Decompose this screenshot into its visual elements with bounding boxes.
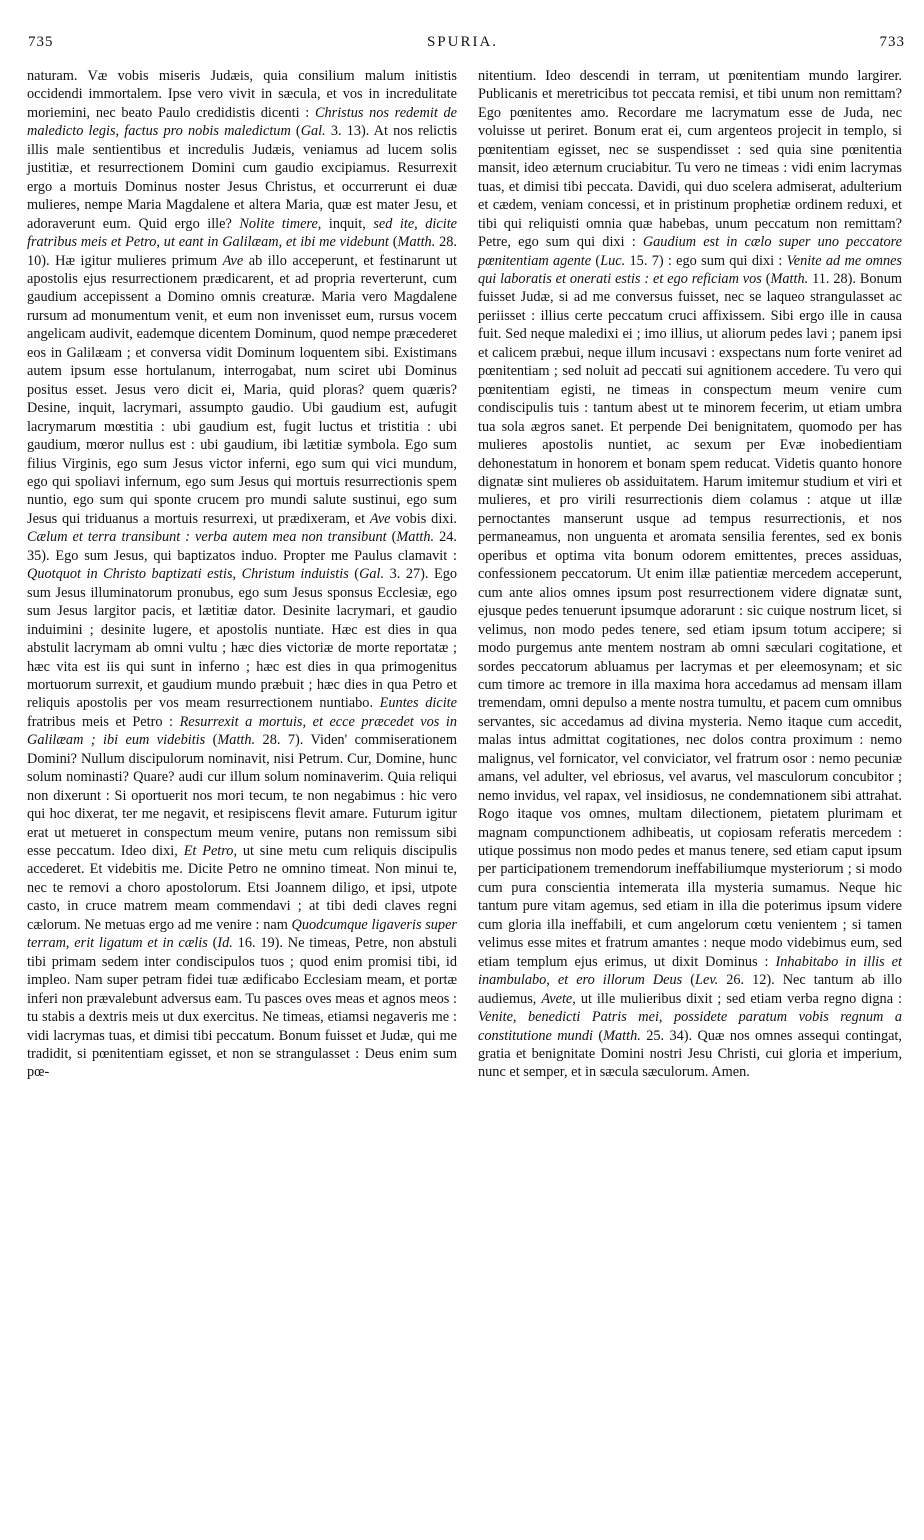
- italic-citation-run: Luc.: [600, 252, 626, 269]
- italic-citation-run: Matth.: [396, 529, 435, 546]
- italic-citation-run: Christus nos redemit de maledicto legis, factus pro nobis maledictum: [27, 104, 457, 140]
- text-run: (: [388, 234, 398, 251]
- text-run: 25. 34). Quæ nos omnes assequi contingat, gratia et benignitate Domini nostri Jesu Christi, cui gloria et imperium, nunc et semper, et in sæcula sæculorum. Amen.: [478, 1027, 902, 1081]
- text-run: naturam. Væ vobis miseris Judæis, quia consilium malum initistis occidendi immortalem. Ipse vero vivit in sæcula, et vos in incredulitate moriemini, nec beato Paulo credidistis dicenti :: [27, 68, 457, 121]
- italic-citation-run: Avete: [541, 990, 573, 1007]
- text-column-right: [478, 67, 902, 1082]
- page-number-left: 735: [28, 34, 54, 50]
- italic-citation-run: Venite ad me omnes qui laboratis et onerati estis : et ego reficiam vos: [478, 252, 902, 287]
- text-run: (: [348, 566, 360, 583]
- text-run: (: [682, 972, 696, 989]
- text-run: ab illo acceperunt, et festinarunt ut apostolis ejus resurrectionem prædicarent, et ad propria reverterunt, cum gaudium accepissent a Domino omnis creaturæ. Maria vero Magdalene rursum ad monumentum venit, et eum non invenisset eum, rursus vocem angelicam audivit, eademque dicentem Dominum, quod nempe præcederet eos in Galilæam ; et conversa vidit Dominum loquentem sibi. Existimans autem ipsum esse hortulanum, interrogabat, num sciret ubi Dominus positus esset. Jesus vero dicit ei, Maria, quid ploras? quem quæris? Desine, inquit, lacrymari, assumpto gaudio. Ubi gaudium est, aufugit lacrymarum mœstitia : ubi gaudium est, fugit luctus et tristitia : ubi gaudium, mœror nullus est : ubi gaudium, ibi lætitiæ symbola. Ego sum filius Virginis, ego sum Jesus victor inferni, ego sum qui vici mundum, ego qui spoliavi infernum, ego sum Jesus qui mortuis resurrectionis spem nuntio, ego sum qui sponte crucem pro mundi salute sustinui, ego sum Jesus qui triduanus a mortuis resurrexi, ut prædixeram, et: [27, 252, 457, 527]
- text-run: inquit,: [321, 215, 374, 232]
- italic-citation-run: Cælum et terra transibunt : verba autem mea non transibunt: [27, 529, 387, 546]
- text-run: (: [592, 1027, 604, 1044]
- text-run: 15. 7) : ego sum qui dixi :: [625, 252, 787, 269]
- italic-citation-run: Quotquot in Christo baptizati estis, Christum induistis: [27, 566, 349, 583]
- italic-citation-run: Inhabitabo in illis et inambulabo, et ero illorum Deus: [478, 953, 902, 989]
- column-left-paragraph: [27, 67, 457, 1082]
- column-right-paragraph: [478, 67, 902, 1082]
- italic-citation-run: Matth.: [217, 732, 256, 749]
- italic-citation-run: Id.: [217, 935, 233, 952]
- text-run: vobis dixi.: [390, 510, 457, 527]
- italic-citation-run: Et Petro: [183, 843, 234, 860]
- italic-citation-run: Ave: [369, 510, 391, 527]
- running-title: SPURIA.: [426, 34, 499, 50]
- italic-citation-run: Gal.: [300, 123, 326, 140]
- text-run: 28. 7). Viden' commiserationem Domini? Nullum discipulorum nominavit, nisi Petrum. Cur, Domine, hunc solum nominasti? Quare? audi cur illum solum nominaverim. Quia reliqui non dixerunt : Si oportuerit nos mori tecum, te non negabimus : hic vero qui hoc dixerat, ter me negavit, et resipiscens flevit amare. Futurum igitur erat ut metueret in conspectum meum venire, putans non remissum sibi esse peccatum. Ideo dixi,: [27, 732, 457, 860]
- text-run: 24. 35). Ego sum Jesus, qui baptizatos induo. Propter me Paulus clamavit :: [27, 529, 458, 564]
- text-run: (: [290, 123, 301, 140]
- italic-citation-run: Quodcumque ligaveris super terram, erit ligatum et in cælis: [27, 916, 457, 952]
- text-run: , ut sine metu cum reliquis discipulis accederet. Et videbitis me. Dicite Petro ne omnino timeat. Non minui te, nec te removi a choro apostolorum. Etsi Joannem diligo, et ipsi, utpote casto, in cruce matrem meam commendavi ; at tibi dedi claves regni cælorum. Ne metuas ergo ad me venire : nam: [27, 843, 458, 933]
- text-run: fratribus meis et Petro :: [27, 713, 180, 730]
- text-run: 3. 27). Ego sum Jesus illuminatorum pronubus, ego sum Jesus sponsus Ecclesiæ, ego sum Jesus largitor pacis, et lætitiæ dator. Desinite lacrymari, et gaudio induimini ; desinite lugere, et apostolis nuntiate. Hæc est dies in qua abstulit lacrymam ab omni vultu ; hæc dies victoriæ de morte reportatæ ; hæc vita est iis qui sunt in inferno ; hæc est dies in qua primogenitus mortuorum surrexit, et gaudium mundo præbuit ; hæc dies in qua Petro et reliquis apostolis per vos meam resurrectionem nuntiabo.: [27, 566, 457, 712]
- italic-citation-run: Euntes dicite: [379, 695, 457, 712]
- italic-citation-run: Ave: [222, 252, 244, 269]
- italic-citation-run: Matth.: [603, 1027, 641, 1044]
- italic-citation-run: Resurrexit a mortuis, et ecce præcedet vos in Galilæam ; ibi eum videbitis: [27, 713, 457, 749]
- text-run: (: [591, 252, 601, 269]
- text-run: 16. 19). Ne timeas, Petre, non abstuli tibi primam sedem inter condiscipulos tuos ; quod enim promisi tibi, id impleo. Nam super petram fidei tuæ ædificabo Ecclesiam meam, et portæ inferi non prævalebunt adversus eam. Tu pasces oves meas et agnos meos : tu stabis a dextris meis ut dux exercitus. Ne timeas, etiamsi negaveris me : vidi lacrymas tuas, et dimisi tibi peccatum. Bonum fuisset et Judæ, qui me tradidit, si pœnitentiam egisset, et non se strangulasset : Deus enim sum pœ-: [27, 935, 458, 1081]
- italic-citation-run: Lev.: [695, 972, 719, 989]
- running-header: [20, 34, 905, 60]
- text-run: 3. 13). At nos relictis illis male sentientibus et incredulis Judæis, veniamus ad lucem solis justitiæ, et resurrectionem Domini cum gaudio excipiamus. Resurrexit ergo a mortuis Dominus noster Jesus Christus, et occurrerunt ei duæ mulieres, nempe Maria Magdalene et altera Maria, quæ est mater Jesu, et adoraverunt eum. Quid ergo ille?: [27, 123, 458, 232]
- italic-citation-run: sed ite, dicite fratribus meis et Petro, ut eant in Galilæam, et ibi me videbunt: [27, 215, 458, 251]
- text-run: (: [205, 732, 218, 749]
- text-run: , ut ille mulieribus dixit ; sed etiam verba regno digna :: [572, 990, 902, 1007]
- italic-citation-run: Matth.: [397, 234, 436, 251]
- italic-citation-run: Gaudium est in cælo super uno peccatore pœnitentiam agente: [478, 234, 903, 269]
- text-run: 28. 10). Hæ igitur mulieres primum: [27, 234, 458, 269]
- text-column-left: [27, 67, 457, 1082]
- text-run: nitentium. Ideo descendi in terram, ut pœnitentiam mundo largirer. Publicanis et meretricibus tot peccata remisi, et tibi unum non remittam? Ego pœnitentes amo. Recordare me lacrymatum esse de Juda, nec voluisse ut periret. Bonum erat ei, cum argenteos projecit in templo, si pœnitentiam egisset, nec se suspendisset : sed quia sine pœnitentia mansit, ideo æternum cruciabitur. Tu vero ne timeas : vidi enim lacrymas tuas, et dimisi tibi peccata. Davidi, qui duo scelera admiserat, adulterium et cædem, veniam concessi, et in pristinum prophetiæ ordinem reduxi, et tibi qui reliquisti omnia quæ habebas, unum peccatum non remittam? Petre, ego sum qui dixi :: [478, 68, 902, 251]
- text-run: 11. 28). Bonum fuisset Judæ, si ad me conversus fuisset, nec se laqueo strangulasset ac periisset : illius certe peccatum cruci affixissem. Sibi ergo ille in causa fuit. Sed neque maledixi ei ; imo illius, ut aliorum pedes lavi ; panem ipsi et calicem præbui, neque illum incusavi : exspectans num forte veniret ad pœnitentiam ; sed noluit ad peccati sui agnitionem accedere. Tu vero qui pœnitentiam egisti, ne timeas in conspectum meum venire cum condiscipulis tuis : tantum abest ut te minorem fecerim, ut etiam umbra tua sola ægros sanet. Et perpende Dei benignitatem, quomodo per has mulieres apostolis nuntiet, ac sexum per Evæ inobedientiam dehonestatum in honorem et bonam spem reducat. Videtis quanto honore dignatæ sint mulieres ob assiduitatem. Harum imitemur studium et viri et mulieres, et pro virili resurrectionis diem colamus : atque ut illæ pernoctantes manserunt usque ad tempus resurrectionis, et nos permaneamus, non unguenta et aromata sensilia ferentes, sed ex bonis operibus et optima vita bonum odorem emittentes, preces assiduas, confessionem peccatorum. Ut enim illæ patientiæ mercedem acceperunt, cum ante alios omnes ipsum post resurrectionem videre dignatæ sunt, ejusque pedes tenuerunt ipsumque adorarunt : sic cuique nostrum licet, si velimus, non modo pedes tenere, sed etiam ipsum totum accipere; si modo purgemus ante mentem nostram ab omni sæculari cogitatione, et sordes peccatorum abluamus per lacrymas et per eleemosynam; et sic cum timore ac tremore in illa maxima hora accedamus ad mensam illam tremendam, omni depulso a mente nostra tumultu, et pacem cum omnibus servantes, sic accedamus ad divina mysteria. Nemo itaque cum accedit, malas intus admittat cogitationes, nec dolos contra proximum : nemo malignus, vel fornicator, vel conviciator, vel fratrum osor : nemo pecuniæ amans, vel adulter, vel ebriosus, vel avarus, vel masculorum concubitor ; nemo invidus, vel rapax, vel insidiosus, ne condemnationem sibi attrahat. Rogo itaque vos omnes, multam dilectionem, pietatem plurimam et magnam compunctionem adhibeatis, ut copiosam referatis mercedem : utique possimus non modo pedes et manus tenere, sed etiam caput ipsum per participationem tremendorum ineffabiliumque mysteriorum ; si modo cum pura conscientia intemerata illa mysteria sumamus. Neque hic tantum pure vitam agemus, sed etiam in illa die poterimus ipsum videre cum gloria illa ineffabili, et cum angelorum cœtu venientem ; si tamen velimus esse mites et fratrum amantes : neque modo videbimus eum, sed etiam templum ejus erimus, ut dixit Dominus :: [478, 270, 902, 970]
- italic-citation-run: Venite, benedicti Patris mei, possidete paratum vobis regnum a constitutione mundi: [478, 1009, 902, 1044]
- italic-citation-run: Gal.: [359, 566, 385, 583]
- page-number-right: 733: [879, 34, 905, 50]
- text-run: (: [761, 270, 771, 287]
- text-run: (: [207, 935, 218, 952]
- text-run: 26. 12). Nec tantum ab illo audiemus,: [478, 972, 903, 1007]
- italic-citation-run: Matth.: [770, 270, 809, 287]
- text-run: (: [386, 529, 397, 546]
- italic-citation-run: Nolite timere,: [239, 215, 322, 232]
